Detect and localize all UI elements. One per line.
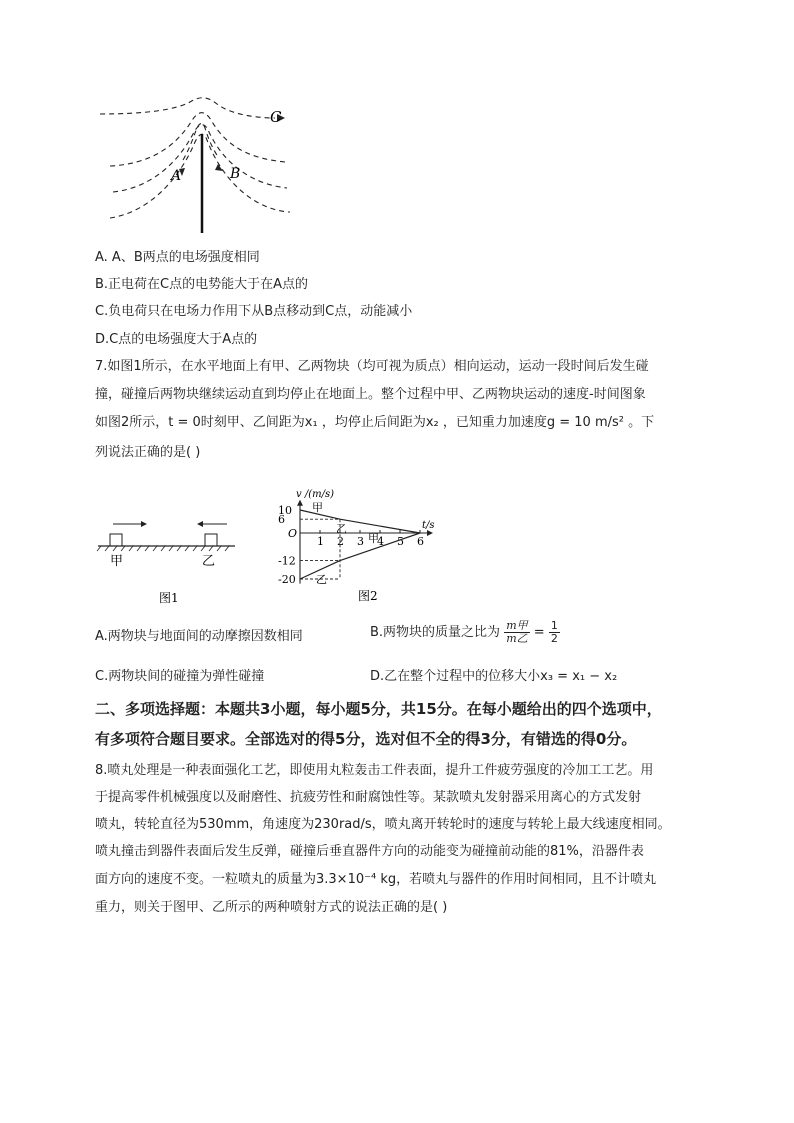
arrow-left-head	[197, 521, 203, 527]
q7-option-a: A.两物块与地面间的动摩擦因数相同	[95, 629, 303, 644]
electric-field-figure	[95, 92, 305, 237]
mass-ratio-fraction: $\frac{\text{m甲}}{\text{m乙}}$	[506, 619, 528, 645]
field-line	[110, 134, 290, 218]
x-tick-label: 3	[357, 535, 364, 548]
arrow-right-head	[141, 521, 147, 527]
q8-line1: 8.喷丸处理是一种表面强化工艺，即使用丸粒轰击工件表面，提升工件疲劳强度的冷加工工艺。用	[95, 763, 654, 778]
q7-stem-line2: 撞，碰撞后两物块继续运动直到均停止在地面上。整个过程中甲、乙两物块运动的速度-时间图象	[95, 387, 646, 402]
x-tick-label: 6	[417, 535, 424, 548]
label-jia: 甲	[110, 554, 124, 569]
q7-option-c: C.两物块间的碰撞为弹性碰撞	[95, 669, 265, 684]
q6-option-c: C.负电荷只在电场力作用下从B点移动到C点，动能减小	[95, 304, 413, 319]
label-B: B	[230, 166, 241, 182]
origin-label: O	[288, 527, 298, 540]
q7-option-d: D.乙在整个过程中的位移大小x₃ = x₁ − x₂	[370, 669, 618, 684]
figure-1	[95, 512, 245, 607]
series-label-jia: 甲	[368, 531, 379, 545]
q8-line6: 重力，则关于图甲、乙所示的两种喷射方式的说法正确的是( )	[95, 900, 448, 915]
section-2-heading-line2: 有多项符合题目要求。全部选对的得5分，选对但不全的得3分，有错选的得0分。	[95, 730, 637, 748]
y-tick-label: -12	[278, 554, 296, 568]
figure-1-caption: 图1	[159, 591, 179, 605]
section-2-heading-line1: 二、多项选择题：本题共3小题，每小题5分，共15分。在每小题给出的四个选项中，	[95, 700, 662, 718]
q8-line4: 喷丸撞击到器件表面后发生反弹，碰撞后垂直器件方向的动能变为碰撞前动能的81%，沿器件表	[95, 844, 644, 859]
q7-stem-line1: 7.如图1所示，在水平地面上有甲、乙两物块（均可视为质点）相向运动，运动一段时间后发生碰	[95, 359, 649, 374]
x-tick-label: 1	[317, 535, 324, 548]
q8-line5: 面方向的速度不变。一粒喷丸的质量为3.3×10⁻⁴ kg，若喷丸与器件的作用时间相同，且不计喷丸	[95, 872, 657, 887]
label-C: C	[270, 108, 282, 126]
series-label-jia: 甲	[312, 501, 323, 514]
x-tick-label: 5	[397, 535, 404, 548]
block-yi	[205, 534, 217, 546]
q6-option-d: D.C点的电场强度大于A点的	[95, 332, 258, 347]
figure-2-caption: 图2	[358, 589, 378, 603]
q8-line3: 喷丸，转轮直径为530mm，角速度为230rad/s，喷丸离开转轮时的速度与转轮上最大线速度相同。	[95, 817, 671, 832]
value-fraction: $\frac{1}{2}$	[550, 619, 558, 645]
x-axis-label: t/s	[422, 520, 435, 531]
q7-option-b: B.两物块的质量之比为 $\frac{\text{m甲}}{\text{m乙}}$ = $\frac{1}{2}$	[370, 619, 558, 645]
field-line	[110, 113, 285, 166]
label-A: A	[171, 168, 182, 184]
q7-stem-line4: 列说法正确的是( )	[95, 445, 201, 460]
field-line	[100, 98, 275, 118]
series-label-yi: 乙	[336, 522, 347, 536]
block-jia	[110, 534, 122, 546]
q8-line2: 于提高零件机械强度以及耐磨性、抗疲劳性和耐腐蚀性等。某款喷丸发射器采用离心的方式发射	[95, 790, 642, 805]
y-axis-label: v /(m/s)	[296, 488, 334, 500]
y-tick-label: 6	[278, 513, 285, 527]
x-tick-label: 4	[377, 535, 384, 548]
y-tick-label: -20	[278, 573, 296, 586]
q6-option-a: A. A、B两点的电场强度相同	[95, 250, 260, 265]
y-tick-label: 10	[278, 504, 292, 517]
q7-stem-line3: 如图2所示，t = 0时刻甲、乙间距为x₁ ，均停止后间距为x₂ ，已知重力加速度g = 10 m/s² 。下	[95, 415, 655, 430]
x-tick-label: 2	[337, 535, 344, 548]
y-axis-arrow	[297, 500, 303, 506]
label-yi: 乙	[202, 554, 216, 569]
figure-2-vt-chart	[258, 475, 448, 605]
q6-option-b: B.正电荷在C点的电势能大于在A点的	[95, 277, 309, 292]
series-label-yi: 乙	[316, 573, 327, 586]
